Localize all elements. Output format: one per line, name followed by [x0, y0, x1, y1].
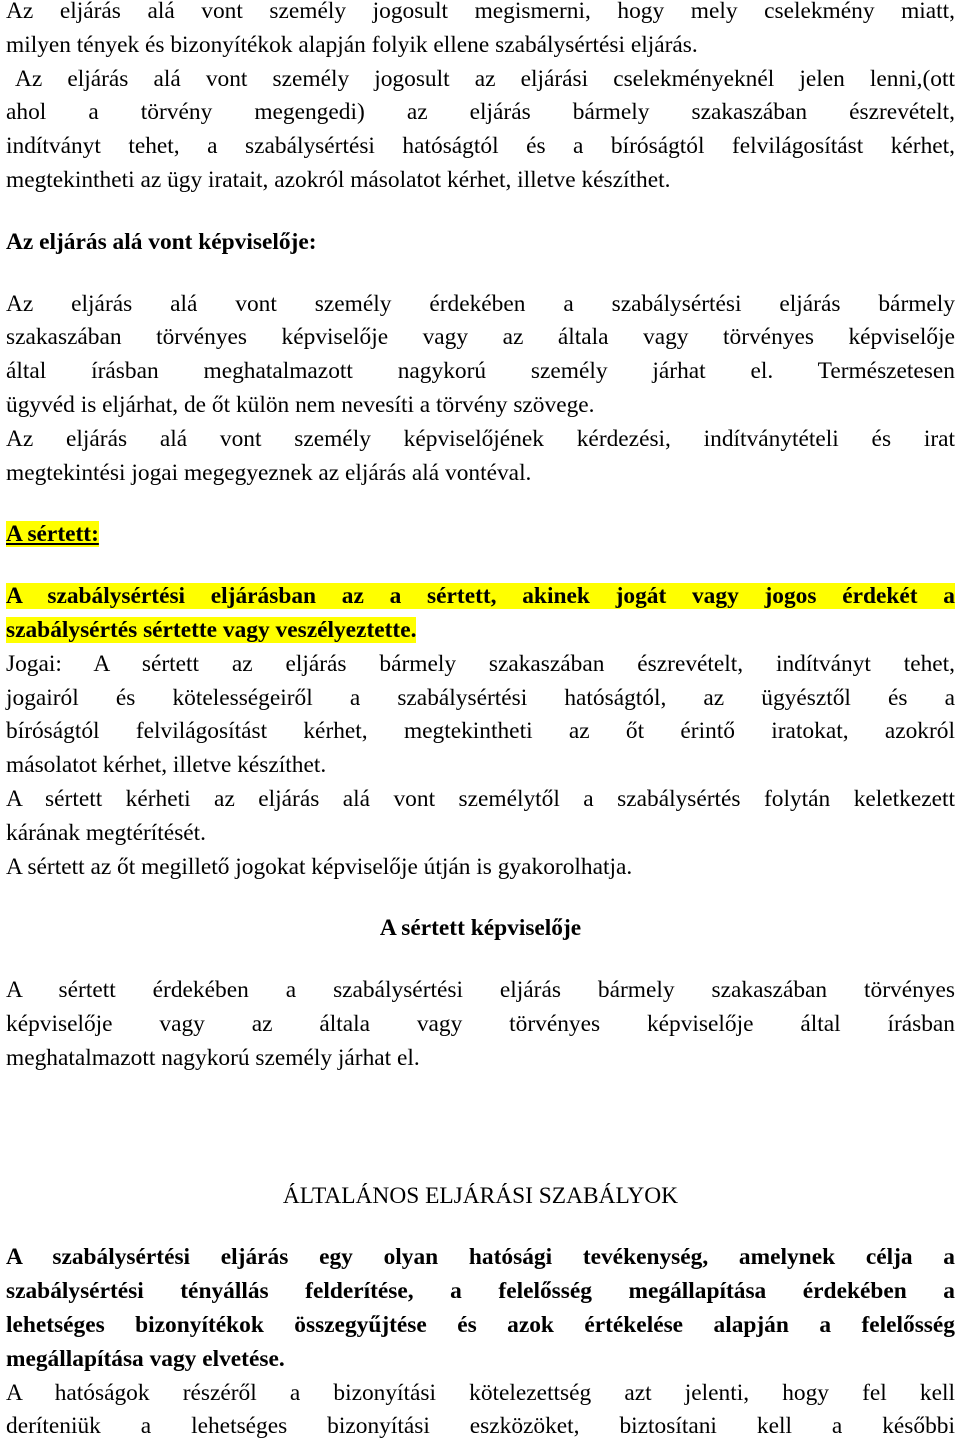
section-heading: A sértett képviselője — [379, 915, 582, 942]
rights-line: indítványt tehet, a szabálysértési hatóságtól és a bíróságtól felvilágosítást kérhet, — [6, 133, 955, 160]
rights-line: Az eljárás alá vont személy jogosult az eljárási cselekményeknél jelen lenni,(ott — [15, 65, 955, 92]
paragraph-line: A sértett az őt megillető jogokat képviselője útján is gyakorolhatja. — [6, 853, 633, 880]
paragraph-line: ügyvéd is eljárhat, de őt külön nem nevesíti a törvény szövege. — [6, 391, 595, 418]
paragraph-line: A hatóságok részéről a bizonyítási kötelezettség azt jelenti, hogy fel kell — [6, 1379, 955, 1406]
paragraph-line: Az eljárás alá vont személy képviselőjének kérdezési, indítványtételi és irat — [6, 425, 955, 452]
rights-line: megtekintheti az ügy iratait, azokról másolatot kérhet, illetve készíthet. — [6, 166, 671, 193]
bold-paragraph-line: szabálysértési tényállás felderítése, a felelősség megállapítása érdekében a — [6, 1278, 955, 1305]
rights-line: ahol a törvény megengedi) az eljárás bármely szakaszában észrevételt, — [6, 99, 955, 126]
bold-paragraph-line: lehetséges bizonyítékok összegyűjtése és azok értékelése alapján a felelősség — [6, 1311, 955, 1338]
section-heading: A sértett: — [6, 521, 99, 548]
highlighted-definition: A szabálysértési eljárásban az a sértett, akinek jogát vagy jogos érdekét a — [6, 583, 955, 610]
paragraph-line: meghatalmazott nagykorú személy járhat el. — [6, 1044, 420, 1071]
paragraph-line: képviselője vagy az általa vagy törvényes képviselője által írásban — [6, 1010, 955, 1037]
paragraph-line: Az eljárás alá vont személy érdekében a szabálysértési eljárás bármely — [6, 290, 955, 317]
paragraph-line: jogairól és kötelességeiről a szabálysértési hatóságtól, az ügyésztől és a — [6, 684, 955, 711]
bold-paragraph-line: A szabálysértési eljárás egy olyan hatósági tevékenység, amelynek célja a — [6, 1244, 955, 1271]
highlighted-definition: szabálysértés sértette vagy veszélyeztette. — [6, 616, 417, 643]
paragraph-line: bíróságtól felvilágosítást kérhet, megtekintheti az őt érintő iratokat, azokról — [6, 718, 955, 745]
paragraph-line: Jogai: A sértett az eljárás bármely szakaszában észrevételt, indítványt tehet, — [6, 650, 955, 677]
paragraph-line: A sértett érdekében a szabálysértési eljárás bármely szakaszában törvényes — [6, 977, 955, 1004]
section-heading: Az eljárás alá vont képviselője: — [6, 228, 317, 255]
intro-line: Az eljárás alá vont személy jogosult megismerni, hogy mely cselekmény miatt, — [6, 0, 955, 24]
bold-paragraph-line: megállapítása vagy elvetése. — [6, 1345, 285, 1372]
paragraph-line: szakaszában törvényes képviselője vagy az általa vagy törvényes képviselője — [6, 324, 955, 351]
paragraph-line: deríteniük a lehetséges bizonyítási eszközöket, biztosítani kell a későbbi — [6, 1413, 955, 1440]
document-page — [6, 0, 955, 1444]
paragraph-line: megtekintési jogai megegyeznek az eljárás alá vontéval. — [6, 459, 532, 486]
chapter-title: ÁLTALÁNOS ELJÁRÁSI SZABÁLYOK — [282, 1182, 679, 1209]
paragraph-line: kárának megtérítését. — [6, 819, 207, 846]
intro-line: milyen tények és bizonyítékok alapján folyik ellene szabálysértési eljárás. — [6, 31, 698, 58]
paragraph-line: másolatot kérhet, illetve készíthet. — [6, 752, 327, 779]
paragraph-line: által írásban meghatalmazott nagykorú személy járhat el. Természetesen — [6, 358, 955, 385]
paragraph-line: A sértett kérheti az eljárás alá vont személytől a szabálysértés folytán keletkezett — [6, 785, 955, 812]
